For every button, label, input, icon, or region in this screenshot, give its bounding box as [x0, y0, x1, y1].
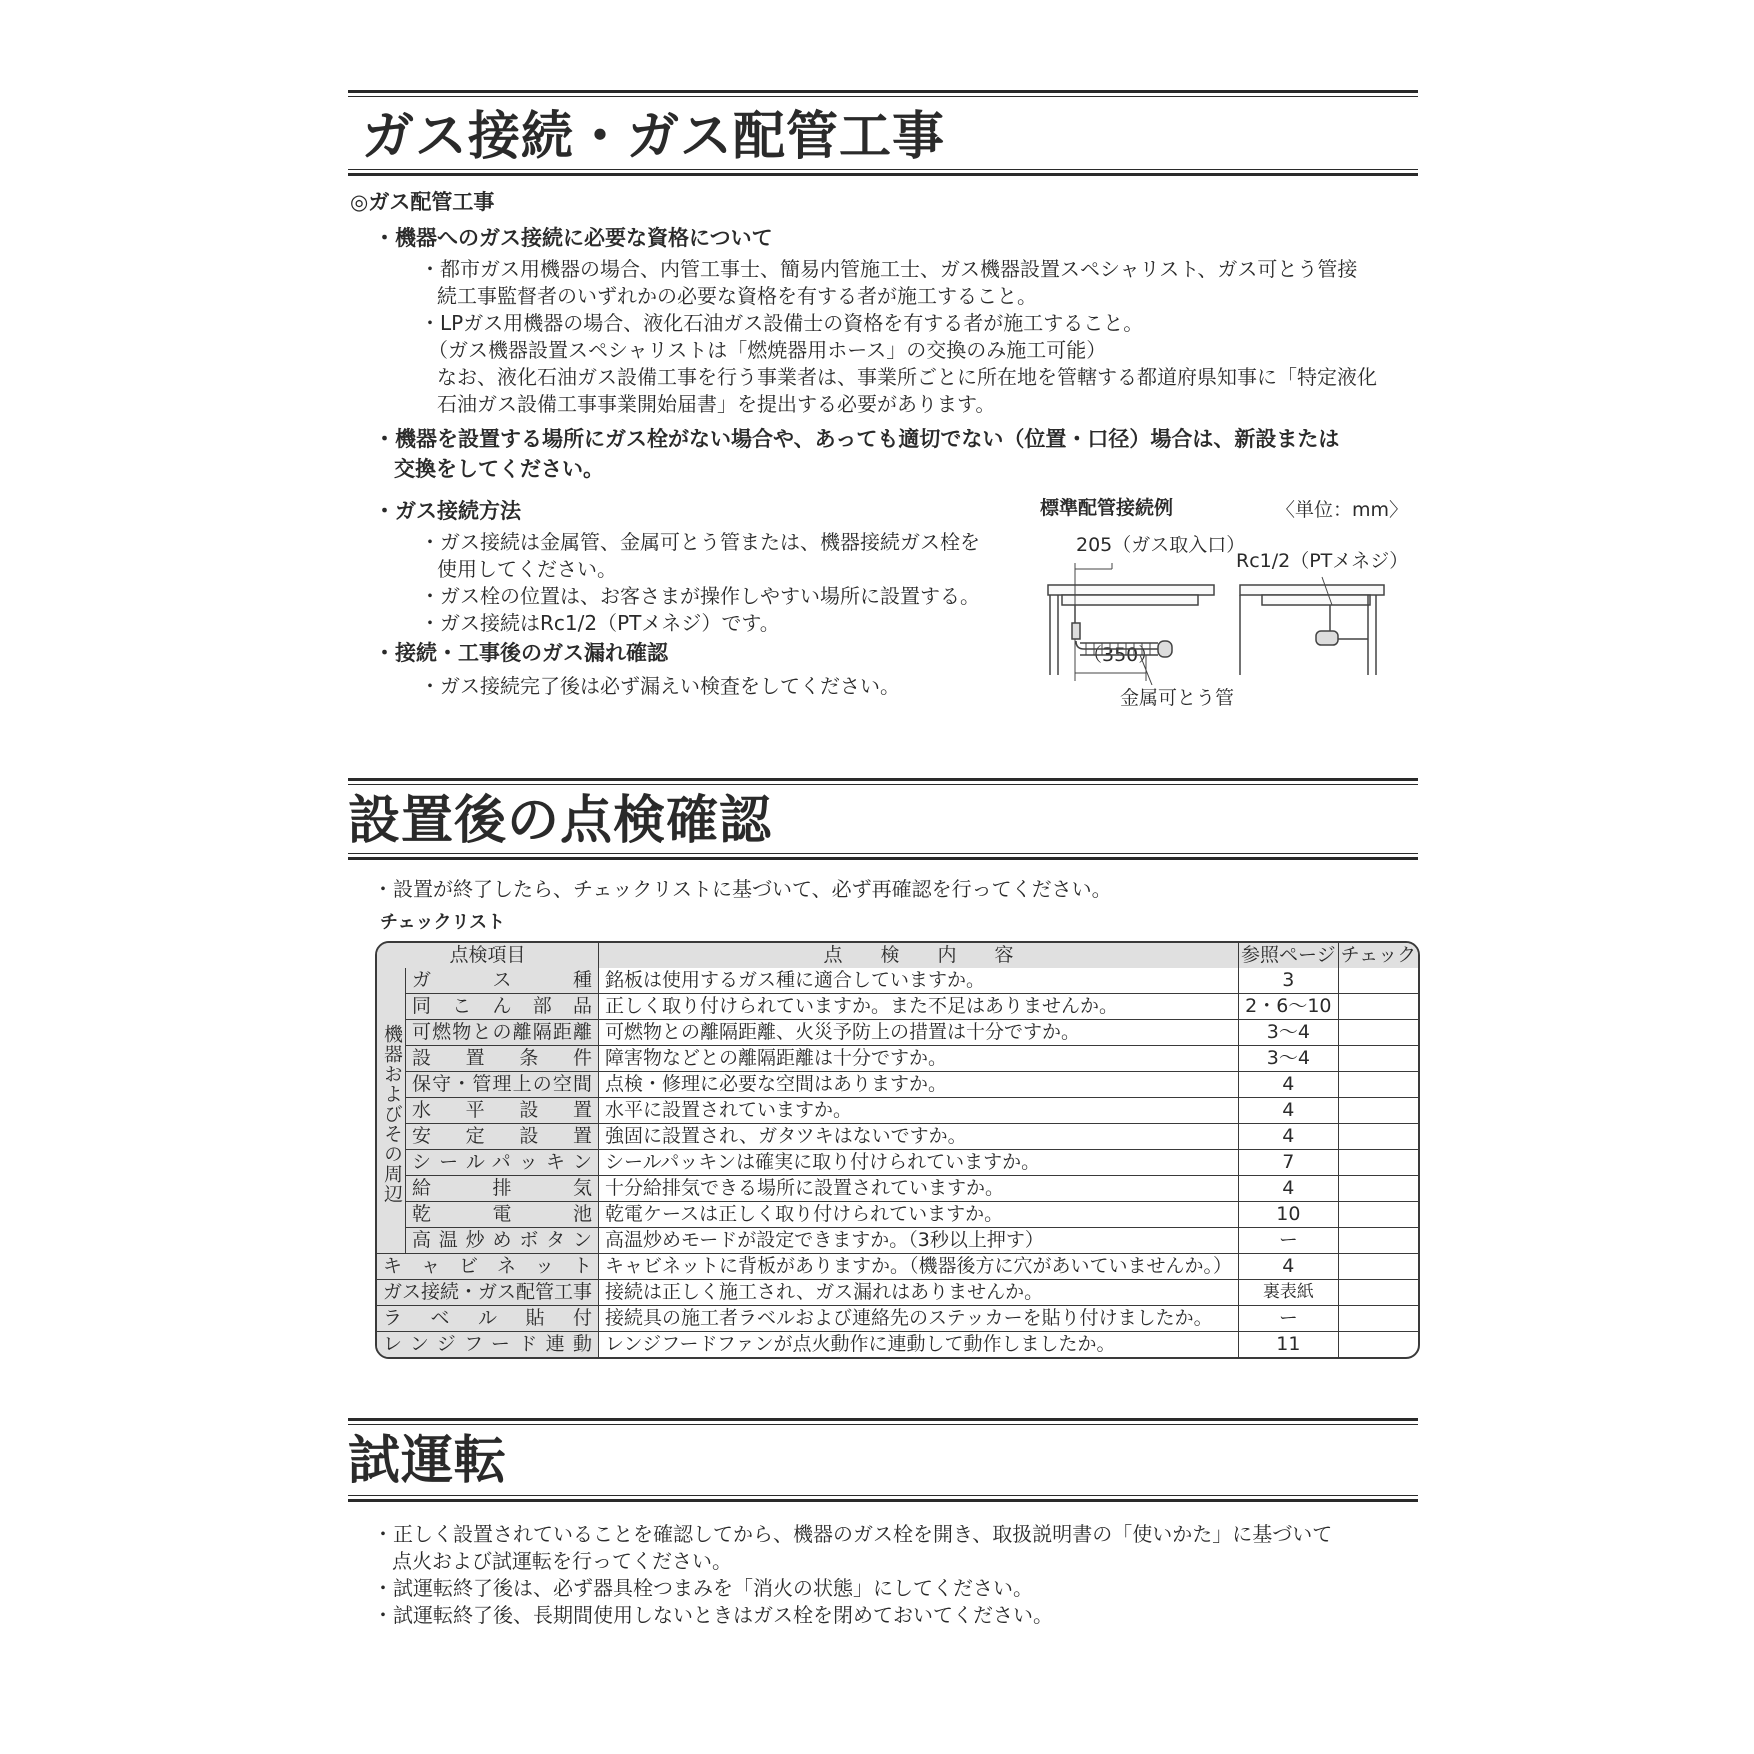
row-item: 設置条件	[406, 1046, 599, 1072]
row-item: 水平設置	[406, 1098, 599, 1124]
test-run-line: ・試運転終了後は、必ず器具栓つまみを「消火の状態」にしてください。	[373, 1576, 1033, 1600]
header-item: 点検項目	[377, 943, 599, 968]
table-row	[377, 994, 1418, 1020]
section-title-text: 設置後の点検確認	[348, 791, 773, 851]
row-item: 可燃物との離隔距離	[406, 1020, 599, 1046]
qualification-heading: ・機器へのガス接続に必要な資格について	[374, 226, 773, 250]
row-content: 乾電ケースは正しく取り付けられていますか。	[599, 1202, 1239, 1228]
group-label: 機器およびその周辺	[381, 1024, 403, 1204]
row-page: 3〜4	[1239, 1046, 1339, 1072]
section-title-test-run	[348, 1418, 1418, 1502]
table-row	[377, 1332, 1418, 1357]
test-run-line: ・試運転終了後、長期間使用しないときはガス栓を閉めておいてください。	[373, 1603, 1053, 1627]
row-content: 十分給排気できる場所に設置されていますか。	[599, 1176, 1239, 1202]
row-item: 同こん部品	[406, 994, 599, 1020]
header-page: 参照ページ	[1239, 943, 1339, 968]
qualification-line: 続工事監督者のいずれかの必要な資格を有する者が施工すること。	[437, 284, 1037, 308]
row-content: 銘板は使用するガス種に適合していますか。	[599, 968, 1239, 994]
row-check-box[interactable]	[1339, 1098, 1418, 1124]
row-item: 保守・管理上の空間	[406, 1072, 599, 1098]
row-content: 水平に設置されていますか。	[599, 1098, 1239, 1124]
row-check-box[interactable]	[1339, 1202, 1418, 1228]
table-row	[377, 1280, 1418, 1306]
row-check-box[interactable]	[1339, 1124, 1418, 1150]
row-content: 障害物などとの離隔距離は十分ですか。	[599, 1046, 1239, 1072]
row-check-box[interactable]	[1339, 1254, 1418, 1280]
qualification-line: なお、液化石油ガス設備工事を行う事業者は、事業所ごとに所在地を管轄する都道府県知事に「特定液化	[437, 365, 1377, 389]
row-page: 裏表紙	[1239, 1280, 1339, 1306]
row-check-box[interactable]	[1339, 968, 1418, 994]
leak-heading: ・接続・工事後のガス漏れ確認	[374, 641, 668, 665]
table-row	[377, 1306, 1418, 1332]
row-item: 給排気	[406, 1176, 599, 1202]
row-page: 11	[1239, 1332, 1339, 1357]
row-content: レンジフードファンが点火動作に連動して動作しましたか。	[599, 1332, 1239, 1357]
header-content: 点 検 内 容	[599, 943, 1239, 968]
checklist-header-row	[377, 943, 1418, 968]
table-row	[377, 968, 1418, 994]
row-item: シールパッキン	[406, 1150, 599, 1176]
row-item: ガス種	[406, 968, 599, 994]
row-page: 7	[1239, 1150, 1339, 1176]
row-item: キャビネット	[377, 1254, 599, 1280]
valve-note-line: ・機器を設置する場所にガス栓がない場合や、あっても適切でない（位置・口径）場合は、新設または	[374, 427, 1340, 451]
diagram-thread-label: Rc1/2（PTメネジ）	[1236, 550, 1409, 572]
diagram-unit: 〈単位：mm〉	[1276, 499, 1409, 521]
table-row	[377, 1020, 1418, 1046]
row-page: ー	[1239, 1228, 1339, 1254]
subheading: ◎ガス配管工事	[350, 190, 495, 214]
qualification-line: ・LPガス用機器の場合、液化石油ガス設備士の資格を有する者が施工すること。	[420, 311, 1144, 335]
row-page: 4	[1239, 1254, 1339, 1280]
row-content: 高温炒めモードが設定できますか。（3秒以上押す）	[599, 1228, 1239, 1254]
row-page: 4	[1239, 1124, 1339, 1150]
method-line: ・ガス栓の位置は、お客さまが操作しやすい場所に設置する。	[420, 584, 980, 608]
qualification-line: （ガス機器設置スペシャリストは「燃焼器用ホース」の交換のみ施工可能）	[428, 338, 1107, 362]
group-label-cell	[377, 968, 406, 1254]
inspection-intro: ・設置が終了したら、チェックリストに基づいて、必ず再確認を行ってください。	[373, 877, 1112, 901]
row-item: ガス接続・ガス配管工事	[377, 1280, 599, 1306]
row-content: 接続具の施工者ラベルおよび連絡先のステッカーを貼り付けましたか。	[599, 1306, 1239, 1332]
row-page: 4	[1239, 1072, 1339, 1098]
row-check-box[interactable]	[1339, 1150, 1418, 1176]
row-item: 安定設置	[406, 1124, 599, 1150]
section-title-text: ガス接続・ガス配管工事	[362, 107, 946, 167]
header-check: チェック	[1340, 944, 1417, 966]
row-content: 正しく取り付けられていますか。また不足はありませんか。	[599, 994, 1239, 1020]
test-run-line: 点火および試運転を行ってください。	[392, 1549, 732, 1573]
qualification-line: 石油ガス設備工事事業開始届書」を提出する必要があります。	[437, 392, 996, 416]
row-page: 3〜4	[1239, 1020, 1339, 1046]
row-content: 強固に設置され、ガタツキはないですか。	[599, 1124, 1239, 1150]
method-line: 使用してください。	[437, 557, 617, 581]
row-page: 3	[1239, 968, 1339, 994]
row-check-box[interactable]	[1339, 1020, 1418, 1046]
row-check-box[interactable]	[1339, 1046, 1418, 1072]
checklist-label: チェックリスト	[380, 912, 506, 933]
row-check-box[interactable]	[1339, 1332, 1418, 1357]
table-row	[377, 1176, 1418, 1202]
table-row	[377, 1124, 1418, 1150]
row-page: ー	[1239, 1306, 1339, 1332]
row-content: 接続は正しく施工され、ガス漏れはありませんか。	[599, 1280, 1239, 1306]
row-content: 点検・修理に必要な空間はありますか。	[599, 1072, 1239, 1098]
table-row	[377, 1254, 1418, 1280]
row-check-box[interactable]	[1339, 1072, 1418, 1098]
row-content: キャビネットに背板がありますか。（機器後方に穴があいていませんか。）	[599, 1254, 1239, 1280]
table-row	[377, 1150, 1418, 1176]
table-row	[377, 1202, 1418, 1228]
row-item: 乾電池	[406, 1202, 599, 1228]
qualification-line: ・都市ガス用機器の場合、内管工事士、簡易内管施工士、ガス機器設置スペシャリスト、ガス可とう管接	[420, 257, 1358, 281]
test-run-line: ・正しく設置されていることを確認してから、機器のガス栓を開き、取扱説明書の「使いかた」に基づいて	[373, 1522, 1333, 1546]
row-page: 2・6〜10	[1239, 994, 1339, 1020]
method-line: ・ガス接続は金属管、金属可とう管または、機器接続ガス栓を	[420, 530, 980, 554]
piping-diagram	[1040, 555, 1390, 685]
table-row	[377, 1046, 1418, 1072]
row-page: 4	[1239, 1176, 1339, 1202]
valve-note-line: 交換をしてください。	[394, 457, 604, 481]
section-title-gas-connection	[348, 90, 1418, 176]
row-check-box[interactable]	[1339, 1228, 1418, 1254]
row-check-box[interactable]	[1339, 1176, 1418, 1202]
diagram-title: 標準配管接続例	[1040, 497, 1174, 519]
diagram-hose-label: 金属可とう管	[1120, 687, 1235, 709]
table-row	[377, 1072, 1418, 1098]
row-page: 4	[1239, 1098, 1339, 1124]
table-row	[377, 1098, 1418, 1124]
row-content: シールパッキンは確実に取り付けられていますか。	[599, 1150, 1239, 1176]
row-item: ラベル貼付	[377, 1306, 599, 1332]
row-check-box[interactable]	[1339, 994, 1418, 1020]
method-heading: ・ガス接続方法	[374, 499, 521, 523]
row-item: 高温炒めボタン	[406, 1228, 599, 1254]
row-item: レンジフード連動	[377, 1332, 599, 1357]
leak-line: ・ガス接続完了後は必ず漏えい検査をしてください。	[420, 674, 900, 698]
row-page: 10	[1239, 1202, 1339, 1228]
row-content: 可燃物との離隔距離、火災予防上の措置は十分ですか。	[599, 1020, 1239, 1046]
diagram-dim-205: 205（ガス取入口）	[1076, 534, 1246, 556]
row-check-box[interactable]	[1339, 1280, 1418, 1306]
diagram-dim-350: （350）	[1083, 644, 1158, 666]
checklist-table	[375, 941, 1420, 1359]
row-check-box[interactable]	[1339, 1306, 1418, 1332]
section-title-inspection	[348, 778, 1418, 860]
section-title-text: 試運転	[348, 1431, 508, 1491]
table-row	[377, 1228, 1418, 1254]
method-line: ・ガス接続はRc1/2（PTメネジ）です。	[420, 611, 780, 635]
